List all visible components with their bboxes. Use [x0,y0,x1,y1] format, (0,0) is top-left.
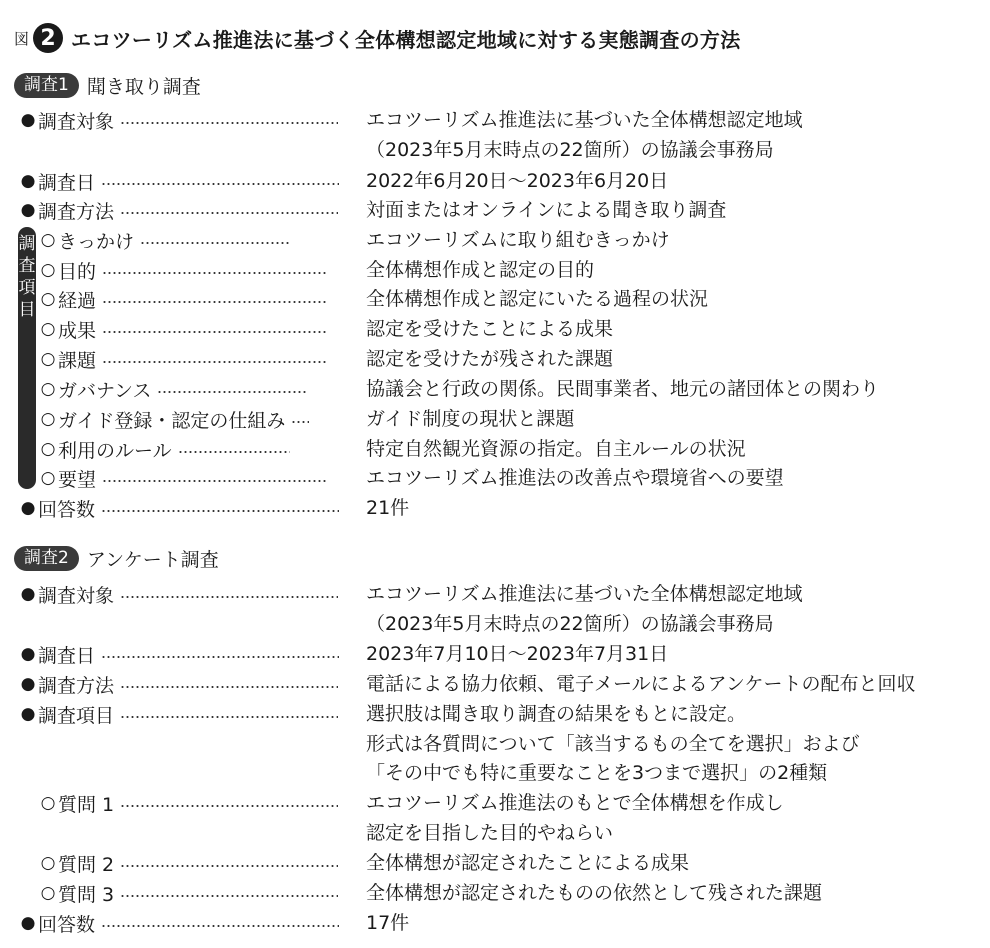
survey-items-char: 目 [18,300,36,320]
bullet-open: ○ [40,260,56,280]
row-value: 全体構想が認定されたことによる成果 [366,852,690,874]
survey2-row-date [18,639,345,669]
bullet-filled: ● [20,584,36,604]
bullet-open: ○ [40,439,56,459]
bullet-open: ○ [40,853,56,873]
row-value: 17件 [366,912,410,934]
row-value: 全体構想が認定されたものの依然として残された課題 [366,882,823,904]
row-label: 調査方法 [38,674,115,697]
row-label: 調査対象 [38,110,115,133]
leader-dots [102,331,328,333]
leader-dots [102,272,328,274]
row-label: 調査日 [38,644,96,667]
row-value: エコツーリズム推進法のもとで全体構想を作成し [366,792,784,814]
row-label: 質問 3 [58,883,115,906]
row-value: 「その中でも特に重要なことを3つまで選択」の2種類 [366,762,828,784]
leader-dots [101,656,339,658]
row-label: 調査対象 [38,584,115,607]
survey-items-bar [18,227,36,489]
survey2-question-2 [38,848,344,878]
survey2-row-items [18,699,344,729]
figure-number-badge: 2 [33,23,63,53]
leader-dots [120,895,338,897]
survey1-item-issue [38,344,334,374]
leader-dots [157,391,307,393]
row-value: （2023年5月末時点の22箇所）の協議会事務局 [366,139,774,161]
survey1-item-guide [38,404,315,434]
leader-dots [102,301,328,303]
leader-dots [101,510,339,512]
survey2-badge: 調査2 [14,546,79,571]
row-value: 全体構想作成と認定の目的 [366,259,595,281]
bullet-open: ○ [40,319,56,339]
survey2-row-target [18,579,344,609]
bullet-open: ○ [40,230,56,250]
survey1-item-governance [38,374,313,404]
bullet-filled: ● [20,644,36,664]
bullet-filled: ● [20,200,36,220]
row-label: 課題 [58,349,97,372]
leader-dots [120,212,338,214]
row-value: エコツーリズムに取り組むきっかけ [366,229,670,251]
leader-dots [102,480,328,482]
survey-items-char: 査 [18,256,36,276]
row-label: ガイド登録・認定の仕組み [58,409,286,432]
survey-items-char: 項 [18,278,36,298]
survey1-badge: 調査1 [14,73,79,98]
leader-dots [101,925,339,927]
survey1-item-trigger [38,225,296,255]
survey1-item-request [38,463,334,493]
leader-dots [120,805,338,807]
row-value: エコツーリズム推進法に基づいた全体構想認定地域 [366,109,803,131]
row-value: エコツーリズム推進法の改善点や環境省への要望 [366,467,784,489]
figure-prefix: 図 [14,29,30,48]
leader-dots [120,716,338,718]
bullet-filled: ● [20,171,36,191]
row-value: 協議会と行政の関係。民間事業者、地元の諸団体との関わり [366,378,880,400]
leader-dots [178,451,290,453]
row-value: 認定を目指した目的やねらい [366,822,614,844]
row-label: 利用のルール [58,439,172,462]
survey1-row-method [18,195,344,225]
bullet-filled: ● [20,498,36,518]
row-value: 2022年6月20日～2023年6月20日 [366,170,669,192]
row-value: 認定を受けたことによる成果 [366,318,614,340]
bullet-filled: ● [20,913,36,933]
leader-dots [120,686,338,688]
row-label: 調査日 [38,171,96,194]
bullet-filled: ● [20,704,36,724]
row-label: 目的 [58,260,97,283]
row-label: 回答数 [38,498,96,521]
survey1-header [14,71,201,99]
row-label: 質問 1 [58,793,115,816]
row-label: 成果 [58,319,97,342]
leader-dots [140,242,290,244]
survey2-row-method [18,669,344,699]
leader-dots [120,596,338,598]
row-value: 電話による協力依頼、電子メールによるアンケートの配布と回収 [366,673,916,695]
leader-dots [120,122,338,124]
row-value: 21件 [366,497,410,519]
survey1-item-rules [38,434,296,464]
survey2-row-responses [18,908,345,938]
survey2-question-1 [38,788,344,818]
row-value: （2023年5月末時点の22箇所）の協議会事務局 [366,613,774,635]
figure-title [14,20,741,56]
survey2-question-3 [38,878,344,908]
survey1-row-target [18,105,344,135]
survey2-name: アンケート調査 [86,548,219,571]
row-value: 選択肢は聞き取り調査の結果をもとに設定。 [366,703,747,725]
row-value: 認定を受けたが残された課題 [366,348,614,370]
bullet-open: ○ [40,468,56,488]
survey1-name: 聞き取り調査 [86,75,201,98]
bullet-open: ○ [40,379,56,399]
bullet-open: ○ [40,409,56,429]
row-label: ガバナンス [58,379,152,402]
row-label: 調査方法 [38,200,115,223]
survey1-item-process [38,284,334,314]
row-label: 経過 [58,289,97,312]
survey2-header [14,544,219,572]
leader-dots [291,421,309,423]
row-value: 特定自然観光資源の指定。自主ルールの状況 [366,438,746,460]
survey1-item-purpose [38,255,334,285]
survey1-item-result [38,314,334,344]
leader-dots [101,183,339,185]
leader-dots [102,361,328,363]
survey1-row-responses [18,493,345,523]
bullet-filled: ● [20,674,36,694]
bullet-open: ○ [40,289,56,309]
row-value: 対面またはオンラインによる聞き取り調査 [366,199,727,221]
bullet-filled: ● [20,110,36,130]
row-label: 回答数 [38,913,96,936]
survey-items-char: 調 [18,234,36,254]
row-label: 要望 [58,468,97,491]
row-label: きっかけ [58,230,135,253]
survey1-row-date [18,166,345,196]
row-value: 2023年7月10日～2023年7月31日 [366,643,669,665]
row-value: 全体構想作成と認定にいたる過程の状況 [366,288,709,310]
bullet-open: ○ [40,793,56,813]
bullet-open: ○ [40,349,56,369]
bullet-open: ○ [40,883,56,903]
row-label: 質問 2 [58,853,115,876]
row-value: 形式は各質問について「該当するもの全てを選択」および [366,733,860,755]
row-value: ガイド制度の現状と課題 [366,408,575,430]
figure-title-text: エコツーリズム推進法に基づく全体構想認定地域に対する実態調査の方法 [71,27,741,52]
row-label: 調査項目 [38,704,115,727]
row-value: エコツーリズム推進法に基づいた全体構想認定地域 [366,583,803,605]
leader-dots [120,865,338,867]
